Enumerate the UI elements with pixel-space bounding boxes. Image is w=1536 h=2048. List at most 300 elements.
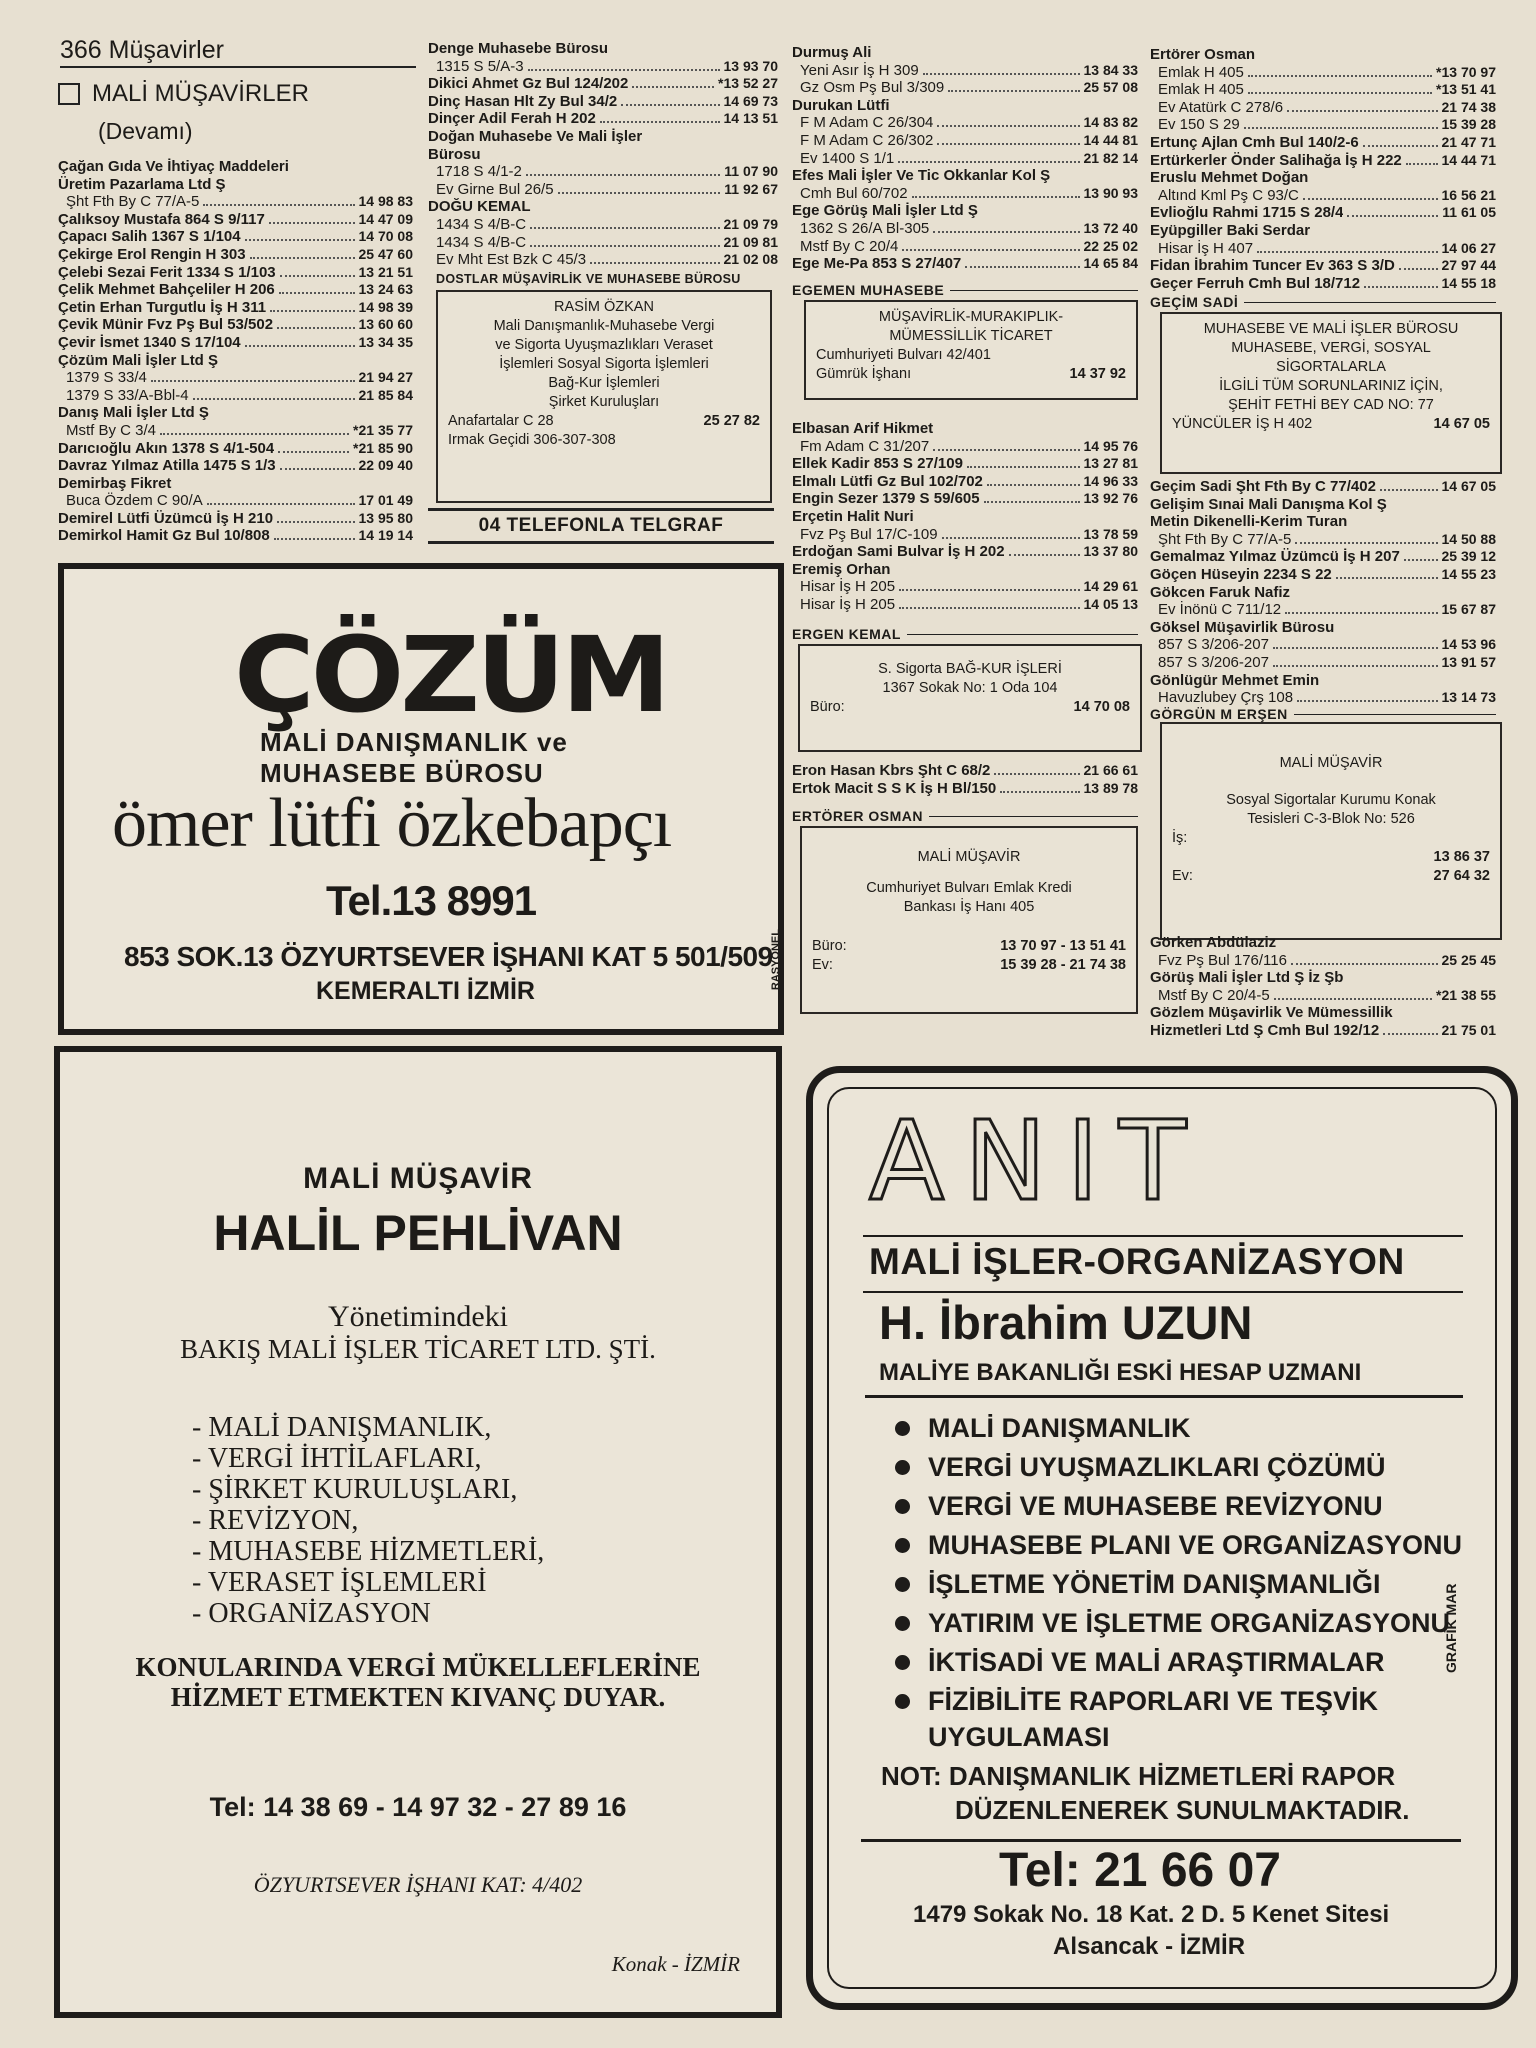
- listing-name: Hisar İş H 205: [800, 595, 896, 613]
- listing-entry: [1150, 257, 1496, 275]
- box-phone: 27 64 32: [1433, 868, 1490, 884]
- listing-entry: [1150, 1022, 1496, 1040]
- listing-name: Cmh Bul 60/702: [800, 184, 908, 202]
- dot-leader: [160, 433, 349, 435]
- listing-phone: 21 09 79: [723, 215, 778, 232]
- listing-entry: [58, 193, 413, 211]
- listing-name: Geçim Sadi Şht Fth By C 77/402: [1150, 478, 1376, 495]
- box-address-row: [816, 365, 1126, 384]
- box-line: MUHASEBE, VERGİ, SOSYAL: [1231, 340, 1431, 356]
- pehlivan-name: HALİL PEHLİVAN: [213, 1205, 623, 1261]
- listing-phone: 13 60 60: [358, 316, 413, 333]
- listing-column-3-mid: [792, 420, 1138, 614]
- listing-column-3-low: [792, 762, 1138, 797]
- listing-name: Çevir İsmet 1340 S 17/104: [58, 333, 241, 351]
- listing-entry: [792, 132, 1138, 150]
- box-line: Cumhuriyet Bulvarı Emlak Kredi: [866, 880, 1072, 896]
- cozum-person: ömer lütfi özkebapçı: [112, 785, 672, 862]
- listing-phone: 13 84 33: [1083, 61, 1138, 78]
- listing-name: Çalıksoy Mustafa 864 S 9/117: [58, 210, 265, 228]
- dot-leader: [621, 104, 719, 106]
- anit-service-item: [895, 1604, 1475, 1643]
- listing-entry: [1150, 601, 1496, 619]
- dot-leader: [942, 537, 1080, 539]
- listing-phone: 13 91 57: [1441, 653, 1496, 670]
- listing-heading: Üretim Pazarlama Ltd Ş: [58, 175, 226, 193]
- listing-phone: 16 56 21: [1441, 186, 1496, 203]
- dot-leader: [899, 607, 1079, 609]
- dot-leader: [1248, 75, 1432, 77]
- pehlivan-phone: Tel: 14 38 69 - 14 97 32 - 27 89 16: [209, 1792, 627, 1822]
- box-phone-row: [812, 937, 1126, 956]
- listing-heading: Elbasan Arif Hikmet: [792, 420, 934, 437]
- dot-leader: [1380, 489, 1438, 491]
- listing-phone: 13 92 76: [1083, 490, 1138, 507]
- dot-leader: [1274, 998, 1432, 1000]
- dot-leader: [1248, 92, 1432, 94]
- listing-entry: [792, 150, 1138, 168]
- dot-leader: [632, 86, 714, 88]
- box-line: Cumhuriyeti Bulvarı 42/401: [816, 347, 991, 363]
- listing-entry: [1150, 204, 1496, 222]
- gorgun-box: [1160, 722, 1502, 940]
- listing-name: Engin Sezer 1379 S 59/605: [792, 490, 980, 508]
- ad-anit: [806, 1066, 1518, 2010]
- listing-phone: 21 02 08: [723, 251, 778, 268]
- listing-name: Geçer Ferruh Cmh Bul 18/712: [1150, 274, 1361, 292]
- listing-name: Çetin Erhan Turgutlu İş H 311: [58, 298, 267, 316]
- listing-heading: Bürosu: [428, 145, 481, 163]
- dot-leader: [600, 121, 720, 123]
- box-label: İş:: [1172, 830, 1188, 846]
- anit-phone: Tel: 21 66 07: [999, 1844, 1281, 1897]
- bullet-icon: [895, 1616, 910, 1631]
- listing-name: Darıcıoğlu Akın 1378 S 4/1-504: [58, 439, 275, 457]
- listing-entry: [792, 438, 1138, 456]
- listing-entry: [1150, 99, 1496, 117]
- listing-phone: 21 94 27: [358, 369, 413, 386]
- listing-entry: [1150, 566, 1496, 584]
- bullet-icon: [895, 1499, 910, 1514]
- listing-phone: 22 25 02: [1083, 237, 1138, 254]
- listing-phone: 13 37 80: [1083, 543, 1138, 560]
- dot-leader: [207, 503, 355, 505]
- listing-heading: Gelişim Sınai Mali Danışma Kol Ş: [1150, 495, 1387, 513]
- bullet-icon: [895, 1694, 910, 1709]
- dot-leader: [526, 174, 720, 176]
- listing-name: 1718 S 4/1-2: [436, 163, 522, 181]
- listing-name: Ev 150 S 29: [1158, 116, 1240, 134]
- anit-note-1: NOT: DANIŞMANLIK HİZMETLERİ RAPOR: [881, 1761, 1396, 1791]
- listing-name: Ellek Kadir 853 S 27/109: [792, 455, 963, 473]
- dot-leader: [948, 90, 1079, 92]
- listing-entry: [792, 185, 1138, 203]
- listing-entry: [58, 246, 413, 264]
- dot-leader: [274, 538, 355, 540]
- listing-name: Göçen Hüseyin 2234 S 22: [1150, 565, 1332, 583]
- listing-entry: [58, 369, 413, 387]
- anit-service-item: [895, 1409, 1475, 1448]
- listing-entry: [792, 578, 1138, 596]
- listing-name: Çevik Münir Fvz Pş Bul 53/502: [58, 316, 274, 334]
- anit-service-item: [895, 1565, 1475, 1604]
- listing-name: Gemalmaz Yılmaz Üzümcü İş H 207: [1150, 548, 1400, 566]
- listing-entry: [1150, 478, 1496, 496]
- bullet-icon: [895, 1577, 910, 1592]
- egemen-header-row: [792, 282, 1138, 300]
- box-phone: 13 70 97 - 13 51 41: [1000, 938, 1126, 954]
- dot-leader: [1347, 215, 1438, 217]
- anit-logo: ANIT: [869, 1097, 1207, 1225]
- listing-name: Fvz Pş Bul 17/C-109: [800, 525, 938, 543]
- listing-phone: 21 09 81: [723, 233, 778, 250]
- listing-heading: Görüş Mali İşler Ltd Ş İz Şb: [1150, 969, 1344, 987]
- dot-leader: [1273, 647, 1438, 649]
- listing-name: Ev 1400 S 1/1: [800, 149, 895, 167]
- page-header: [60, 34, 416, 68]
- egemen-box: [804, 300, 1138, 400]
- dot-leader: [1291, 963, 1438, 965]
- listing-heading: Eremiş Orhan: [792, 560, 891, 578]
- listing-entry: [792, 490, 1138, 508]
- listing-phone: 13 27 81: [1083, 455, 1138, 472]
- listing-entry: [58, 211, 413, 229]
- anit-person: H. İbrahim UZUN: [879, 1296, 1253, 1349]
- listing-entry: [58, 422, 413, 440]
- listing-name: Dinçer Adil Ferah H 202: [428, 110, 596, 128]
- listing-name: Ev Girne Bul 26/5: [436, 180, 554, 198]
- anit-service-item: [895, 1526, 1475, 1565]
- listing-column-4-low: [1150, 934, 1496, 1040]
- listing-phone: 11 07 90: [724, 163, 778, 180]
- listing-name: Altınd Kml Pş C 93/C: [1158, 186, 1299, 204]
- box-address: YÜNCÜLER İŞ H 402: [1172, 416, 1313, 432]
- listing-phone: 14 05 13: [1083, 595, 1138, 612]
- listing-entry: [58, 281, 413, 299]
- listing-entry: [792, 79, 1138, 97]
- anit-service-label: İŞLETME YÖNETİM DANIŞMANLIĞI: [928, 1569, 1381, 1599]
- listing-entry: [58, 440, 413, 458]
- listing-name: Çekirge Erol Rengin H 303: [58, 245, 246, 263]
- listing-phone: 21 74 38: [1441, 98, 1496, 115]
- dot-leader: [530, 227, 719, 229]
- box-line: 1367 Sokak No: 1 Oda 104: [882, 680, 1058, 696]
- pehlivan-service-item: - MUHASEBE HİZMETLERİ,: [192, 1536, 545, 1567]
- dot-leader: [151, 380, 355, 382]
- listing-entry: [1150, 689, 1496, 707]
- ertorer-header: ERTÖRER OSMAN: [792, 808, 923, 824]
- listing-phone: 11 61 05: [1442, 204, 1496, 221]
- listing-phone: *21 35 77: [353, 421, 413, 438]
- listing-phone: 14 55 23: [1441, 565, 1496, 582]
- ertorer-header-row: [792, 808, 1138, 826]
- listing-name: Ertunç Ajlan Cmh Bul 140/2-6: [1150, 133, 1359, 151]
- listing-name: Emlak H 405: [1158, 81, 1244, 99]
- listing-name: F M Adam C 26/304: [800, 114, 934, 132]
- dot-leader: [277, 327, 354, 329]
- listing-phone: 21 85 84: [358, 386, 413, 403]
- dostlar-box: [436, 290, 772, 503]
- dot-leader: [245, 345, 355, 347]
- pehlivan-company: BAKIŞ MALİ İŞLER TİCARET LTD. ŞTİ.: [180, 1334, 656, 1364]
- box-label: Büro:: [810, 699, 845, 715]
- box-phone: 14 70 08: [1073, 699, 1130, 715]
- listing-name: Mstf By C 3/4: [66, 421, 157, 439]
- listing-heading: Eyüpgiller Baki Serdar: [1150, 221, 1311, 239]
- dot-leader: [278, 451, 349, 453]
- listing-phone: 13 95 80: [358, 509, 413, 526]
- dot-leader: [898, 161, 1079, 163]
- telgraf-banner: 04 TELEFONLA TELGRAF: [428, 508, 774, 544]
- listing-name: 857 S 3/206-207: [1158, 653, 1269, 671]
- dot-leader: [937, 125, 1079, 127]
- box-line: MÜMESSİLLİK TİCARET: [889, 328, 1053, 344]
- box-address: Anafartalar C 28: [448, 413, 554, 429]
- box-line: İLGİLİ TÜM SORUNLARINIZ İÇİN,: [1219, 378, 1443, 394]
- listing-entry: [1150, 152, 1496, 170]
- listing-heading: Durukan Lütfi: [792, 96, 890, 114]
- cozum-agency-mark: RASYONEL: [770, 929, 782, 991]
- listing-phone: 21 47 71: [1441, 133, 1496, 150]
- listing-entry: [1150, 64, 1496, 82]
- box-phone-row: [810, 698, 1130, 717]
- box-line: S. Sigorta BAĞ-KUR İŞLERİ: [878, 661, 1062, 677]
- listing-entry: [58, 299, 413, 317]
- listing-phone: 13 34 35: [358, 333, 413, 350]
- listing-entry: [58, 492, 413, 510]
- listing-heading: Efes Mali İşler Ve Tic Okkanlar Kol Ş: [792, 167, 1051, 185]
- cozum-address: 853 SOK.13 ÖZYURTSEVER İŞHANI KAT 5 501/509: [124, 941, 773, 972]
- box-address-row-2: [448, 431, 760, 450]
- dot-leader: [1287, 110, 1437, 112]
- listing-name: 1379 S 33/4: [66, 369, 147, 387]
- listing-heading: Danış Mali İşler Ltd Ş: [58, 404, 209, 422]
- dostlar-header: DOSTLAR MÜŞAVİRLİK VE MUHASEBE BÜROSU: [436, 272, 741, 286]
- dot-leader: [987, 484, 1080, 486]
- box-phone-row: [1172, 829, 1490, 848]
- anit-service-item: [895, 1487, 1475, 1526]
- listing-phone: 14 47 09: [358, 210, 413, 227]
- ad-cozum: [58, 563, 784, 1035]
- dot-leader: [1383, 1033, 1437, 1035]
- listing-phone: 14 98 39: [358, 298, 413, 315]
- anit-services: [895, 1409, 1475, 1753]
- box-address-row: [448, 412, 760, 431]
- dot-leader: [1000, 791, 1079, 793]
- gorgun-header-row: [1150, 706, 1496, 724]
- box-line: Şirket Kuruluşları: [548, 394, 660, 410]
- listing-phone: 14 95 76: [1083, 437, 1138, 454]
- pehlivan-service-item: - VERGİ İHTİLAFLARI,: [192, 1443, 482, 1474]
- anit-address: 1479 Sokak No. 18 Kat. 2 D. 5 Kenet Sitesi: [913, 1901, 1390, 1928]
- listing-phone: 14 50 88: [1441, 530, 1496, 547]
- dot-leader: [528, 69, 720, 71]
- listing-phone: 15 39 28: [1441, 116, 1496, 133]
- listing-entry: [428, 216, 778, 234]
- box-address: Gümrük İşhanı: [816, 366, 912, 382]
- listing-column-3-top: [792, 44, 1138, 273]
- box-line: MÜŞAVİRLİK-MURAKIPLIK-: [878, 309, 1064, 325]
- listing-heading: Göksel Müşavirlik Bürosu: [1150, 618, 1335, 636]
- dot-leader: [967, 466, 1080, 468]
- dot-leader: [1295, 542, 1437, 544]
- dot-leader: [203, 204, 354, 206]
- listing-name: Dinç Hasan Hlt Zy Bul 34/2: [428, 92, 618, 110]
- box-line: MALİ MÜŞAVİR: [1279, 755, 1383, 771]
- box-phone: 14 67 05: [1433, 416, 1490, 432]
- dot-leader: [1363, 145, 1438, 147]
- listing-name: Şht Fth By C 77/A-5: [66, 193, 200, 211]
- box-phone-row: [812, 956, 1126, 975]
- listing-phone: 13 21 51: [358, 263, 413, 280]
- listing-name: Ege Me-Pa 853 S 27/407: [792, 255, 962, 273]
- anit-agency-mark: GRAFİK MAR: [1443, 1583, 1459, 1673]
- listing-heading: Eruslu Mehmet Doğan: [1150, 169, 1309, 187]
- gecim-header-row: [1150, 294, 1496, 312]
- dot-leader: [530, 245, 719, 247]
- page-title: Müşavirler: [108, 36, 224, 64]
- box-phone-row: [1172, 867, 1490, 886]
- listing-phone: 14 55 18: [1441, 274, 1496, 291]
- listing-phone: 14 96 33: [1083, 472, 1138, 489]
- listing-phone: 13 89 78: [1083, 779, 1138, 796]
- box-line: MALİ MÜŞAVİR: [917, 849, 1021, 865]
- pehlivan-service-item: - ORGANİZASYON: [192, 1598, 431, 1629]
- dot-leader: [250, 257, 355, 259]
- box-line: Bankası İş Hanı 405: [903, 899, 1035, 915]
- listing-heading: Çağan Gıda Ve İhtiyaç Maddeleri: [58, 158, 289, 175]
- anit-service-item: [895, 1448, 1475, 1487]
- listing-column-2: [428, 40, 778, 269]
- dot-leader: [1285, 612, 1437, 614]
- anit-service-label: MUHASEBE PLANI VE ORGANİZASYONU: [928, 1530, 1463, 1560]
- listing-entry: [1150, 952, 1496, 970]
- dot-leader: [912, 196, 1080, 198]
- listing-phone: 27 97 44: [1441, 257, 1496, 274]
- listing-entry: [1150, 636, 1496, 654]
- listing-entry: [1150, 81, 1496, 99]
- gorgun-header: GÖRGÜN M ERŞEN: [1150, 706, 1288, 722]
- listing-entry: [428, 181, 778, 199]
- listing-phone: 13 78 59: [1083, 525, 1138, 542]
- dot-leader: [933, 449, 1079, 451]
- pehlivan-service-item: - REVİZYON,: [192, 1505, 359, 1536]
- listing-entry: [428, 58, 778, 76]
- listing-name: Hisar İş H 205: [800, 578, 896, 596]
- listing-entry: [58, 264, 413, 282]
- listing-name: Eron Hasan Kbrs Şht C 68/2: [792, 762, 991, 779]
- section-heading: [58, 80, 309, 108]
- listing-name: Demirel Lütfi Üzümcü İş H 210: [58, 509, 274, 527]
- listing-entry: [792, 255, 1138, 273]
- listing-name: Elmalı Lütfi Gz Bul 102/702: [792, 472, 983, 490]
- listing-name: 1379 S 33/A-Bbl-4: [66, 386, 189, 404]
- listing-phone: 13 90 93: [1083, 184, 1138, 201]
- listing-phone: *13 52 27: [718, 75, 778, 92]
- listing-phone: 14 44 81: [1083, 131, 1138, 148]
- listing-phone: *13 51 41: [1436, 81, 1496, 98]
- listing-entry: [792, 543, 1138, 561]
- listing-phone: 17 01 49: [358, 492, 413, 509]
- dot-leader: [1244, 127, 1438, 129]
- dot-leader: [1399, 268, 1438, 270]
- anit-city: Alsancak - İZMİR: [1053, 1933, 1246, 1960]
- listing-entry: [1150, 531, 1496, 549]
- box-line: İşlemleri Sosyal Sigorta İşlemleri: [499, 356, 709, 372]
- listing-name: Hizmetleri Ltd Ş Cmh Bul 192/12: [1150, 1021, 1380, 1039]
- ergen-box: [798, 644, 1142, 752]
- listing-phone: 25 57 08: [1083, 79, 1138, 96]
- listing-entry: [1150, 187, 1496, 205]
- listing-entry: [792, 238, 1138, 256]
- dot-leader: [590, 262, 719, 264]
- box-line: Sosyal Sigortalar Kurumu Konak: [1226, 792, 1436, 808]
- cozum-logo: ÇÖZÜM: [234, 614, 667, 736]
- box-phone: 15 39 28 - 21 74 38: [1000, 957, 1126, 973]
- listing-phone: *21 85 90: [353, 439, 413, 456]
- listing-heading: Gözlem Müşavirlik Ve Mümessillik: [1150, 1004, 1393, 1022]
- listing-phone: 14 53 96: [1441, 636, 1496, 653]
- pehlivan-title: MALİ MÜŞAVİR: [303, 1162, 533, 1195]
- listing-entry: [1150, 240, 1496, 258]
- listing-entry: [792, 455, 1138, 473]
- listing-name: 1362 S 26/A Bl-305: [800, 219, 930, 237]
- dot-leader: [280, 275, 355, 277]
- listing-heading: Çözüm Mali İşler Ltd Ş: [58, 351, 219, 369]
- listing-heading: DOĞU KEMAL: [428, 198, 531, 216]
- listing-phone: 22 09 40: [358, 457, 413, 474]
- dot-leader: [965, 266, 1079, 268]
- listing-entry: [1150, 116, 1496, 134]
- listing-phone: *13 70 97: [1436, 63, 1496, 80]
- dot-leader: [193, 398, 355, 400]
- listing-name: F M Adam C 26/302: [800, 131, 934, 149]
- listing-entry: [428, 251, 778, 269]
- listing-name: Buca Özdem C 90/A: [66, 492, 203, 510]
- anit-service-label: MALİ DANIŞMANLIK: [928, 1413, 1191, 1443]
- box-phone-row: [1172, 848, 1490, 867]
- listing-phone: 25 47 60: [358, 245, 413, 262]
- listing-phone: 25 25 45: [1441, 951, 1496, 968]
- listing-entry: [792, 762, 1138, 780]
- box-phone: 14 37 92: [1069, 366, 1126, 382]
- listing-phone: *21 38 55: [1436, 986, 1496, 1003]
- listing-column-1: [58, 158, 413, 545]
- listing-name: Evlioğlu Rahmi 1715 S 28/4: [1150, 204, 1344, 222]
- listing-entry: [1150, 134, 1496, 152]
- listing-name: Fm Adam C 31/207: [800, 437, 930, 455]
- listing-name: Mstf By C 20/4: [800, 237, 899, 255]
- listing-name: Dikici Ahmet Gz Bul 124/202: [428, 75, 629, 93]
- listing-name: Havuzlubey Çrş 108: [1158, 689, 1294, 707]
- listing-name: Demirkol Hamit Gz Bul 10/808: [58, 527, 270, 545]
- listing-name: Erdoğan Sami Bulvar İş H 202: [792, 543, 1005, 561]
- listing-name: Hisar İş H 407: [1158, 239, 1254, 257]
- dot-leader: [1404, 559, 1438, 561]
- listing-heading: Denge Muhasebe Bürosu: [428, 40, 609, 57]
- box-line: Tesisleri C-3-Blok No: 526: [1247, 811, 1415, 827]
- anit-note-2: DÜZENLENEREK SUNULMAKTADIR.: [955, 1795, 1410, 1825]
- box-label: Ev:: [812, 957, 833, 973]
- listing-heading: Ertörer Osman: [1150, 46, 1256, 63]
- dot-leader: [1364, 286, 1437, 288]
- bullet-icon: [895, 1538, 910, 1553]
- listing-name: 1434 S 4/B-C: [436, 215, 527, 233]
- anit-service-item: [895, 1643, 1475, 1682]
- box-label: Büro:: [812, 938, 847, 954]
- dot-leader: [558, 192, 721, 194]
- listing-entry: [428, 75, 778, 93]
